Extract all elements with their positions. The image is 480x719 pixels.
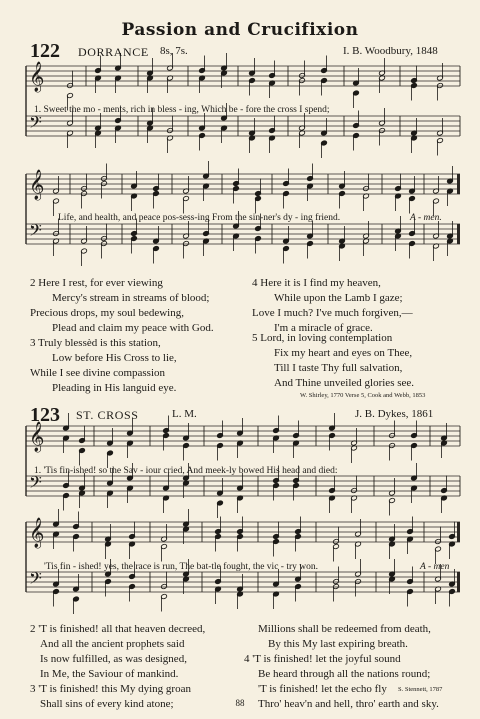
verse-line: Shall sins of every kind atone; xyxy=(40,698,174,710)
hymn-123-lyric-line-2: 'Tis fin - ished! yes, the race is run, The bat-tle fought, the vic - try won. xyxy=(44,562,318,572)
hymn-122-lyric-line-1: 1. Sweet the mo - ments, rich in bless - ing, Which be - fore the cross I spend; xyxy=(34,105,330,115)
verse-line: Be heard through all the nations round; xyxy=(258,668,431,680)
verse-line: I'm a miracle of grace. xyxy=(274,322,373,334)
verse-line: 3 'T is finished! this My dying groan xyxy=(30,683,191,695)
svg-text:𝄢: 𝄢 xyxy=(29,220,42,244)
svg-text:𝄞: 𝄞 xyxy=(29,62,45,92)
verse-line: Pleading in His languid eye. xyxy=(52,382,177,394)
hymn-123-amen: A - men xyxy=(420,562,450,572)
verse-line: While upon the Lamb I gaze; xyxy=(274,292,403,304)
hymn-122-composer: I. B. Woodbury, 1848 xyxy=(343,45,438,57)
hymn-122-amen: A - men. xyxy=(410,213,442,223)
verse-line: 5 Lord, in loving contemplation xyxy=(252,332,393,344)
verse-line: While I see divine compassion xyxy=(30,367,166,379)
hymn-123-number: 123 xyxy=(30,404,60,426)
verse-line: Millions shall be redeemed from death, xyxy=(258,623,431,635)
hymn-122-meter: 8s, 7s. xyxy=(160,45,188,57)
svg-text:𝄞: 𝄞 xyxy=(29,422,45,452)
hymn-123-verse-2 xyxy=(30,622,205,682)
page-title: Passion and Crucifixion xyxy=(121,20,359,40)
verse-line: Low before His Cross to lie, xyxy=(52,352,177,364)
verse-line: 4 'T is finished! let the joyful sound xyxy=(244,653,401,665)
hymn-122-verse-3 xyxy=(30,336,177,396)
verse-line: By this My last expiring breath. xyxy=(268,638,408,650)
svg-text:𝄢: 𝄢 xyxy=(29,112,42,136)
hymn-122-number: 122 xyxy=(30,40,60,62)
hymn-123-meter: L. M. xyxy=(172,408,197,420)
hymn-123-lyric-line-1: 1. 'Tis fin-ished! so the Sav - iour cried, And meek-ly bowed His head and died: xyxy=(34,466,338,476)
verse-line: Till I taste Thy full salvation, xyxy=(274,362,403,374)
verse-line: Precious drops, my soul bedewing, xyxy=(30,307,184,319)
verse-line: 3 Truly blessèd is this station, xyxy=(30,337,161,349)
verse-line: And Thine unveiled glories see. xyxy=(274,377,415,389)
hymn-122-verse-5 xyxy=(252,331,414,391)
verse-line: And all the ancient prophets said xyxy=(40,638,185,650)
hymn-123-credit: S. Stennett, 1787 xyxy=(398,686,443,693)
hymn-122-tune-name: DORRANCE xyxy=(78,45,149,59)
verse-line: Love I much? I've much forgiven,— xyxy=(252,307,413,319)
verse-line: Fix my heart and eyes on Thee, xyxy=(274,347,413,359)
page-number: 88 xyxy=(235,698,245,708)
hymn-122-verse-4 xyxy=(252,276,413,336)
hymn-122-lyric-line-2: Life, and health, and peace pos-sess-ing From the sin-ner's dy - ing friend. xyxy=(58,213,341,223)
verse-line: 2 'T is finished! all that heaven decreed, xyxy=(30,623,206,635)
hymn-123-tune-name: ST. CROSS xyxy=(76,408,139,422)
verse-line: Mercy's stream in streams of blood; xyxy=(52,292,210,304)
verse-line: Plead and claim my peace with God. xyxy=(52,322,214,334)
verse-line: Thro' heav'n and hell, thro' earth and sky. xyxy=(258,698,439,710)
hymn-123-verse-3-continued xyxy=(258,622,431,652)
svg-text:𝄢: 𝄢 xyxy=(29,472,42,496)
hymn-122-verse-2 xyxy=(30,276,214,336)
hymn-122-credit: W. Shirley, 1770 Verse 5, Cook and Webb, 1853 xyxy=(300,392,426,399)
verse-line: 'T is finished! let the echo fly xyxy=(258,683,387,695)
verse-line: 4 Here it is I find my heaven, xyxy=(252,277,381,289)
svg-text:𝄞: 𝄞 xyxy=(29,518,45,548)
verse-line: Is now fulfilled, as was designed, xyxy=(40,653,187,665)
hymn-123-composer: J. B. Dykes, 1861 xyxy=(355,408,434,420)
svg-text:𝄢: 𝄢 xyxy=(29,568,42,592)
verse-line: In Me, the Saviour of mankind. xyxy=(40,668,179,680)
verse-line: 2 Here I rest, for ever viewing xyxy=(30,277,163,289)
svg-text:𝄞: 𝄞 xyxy=(29,170,45,200)
